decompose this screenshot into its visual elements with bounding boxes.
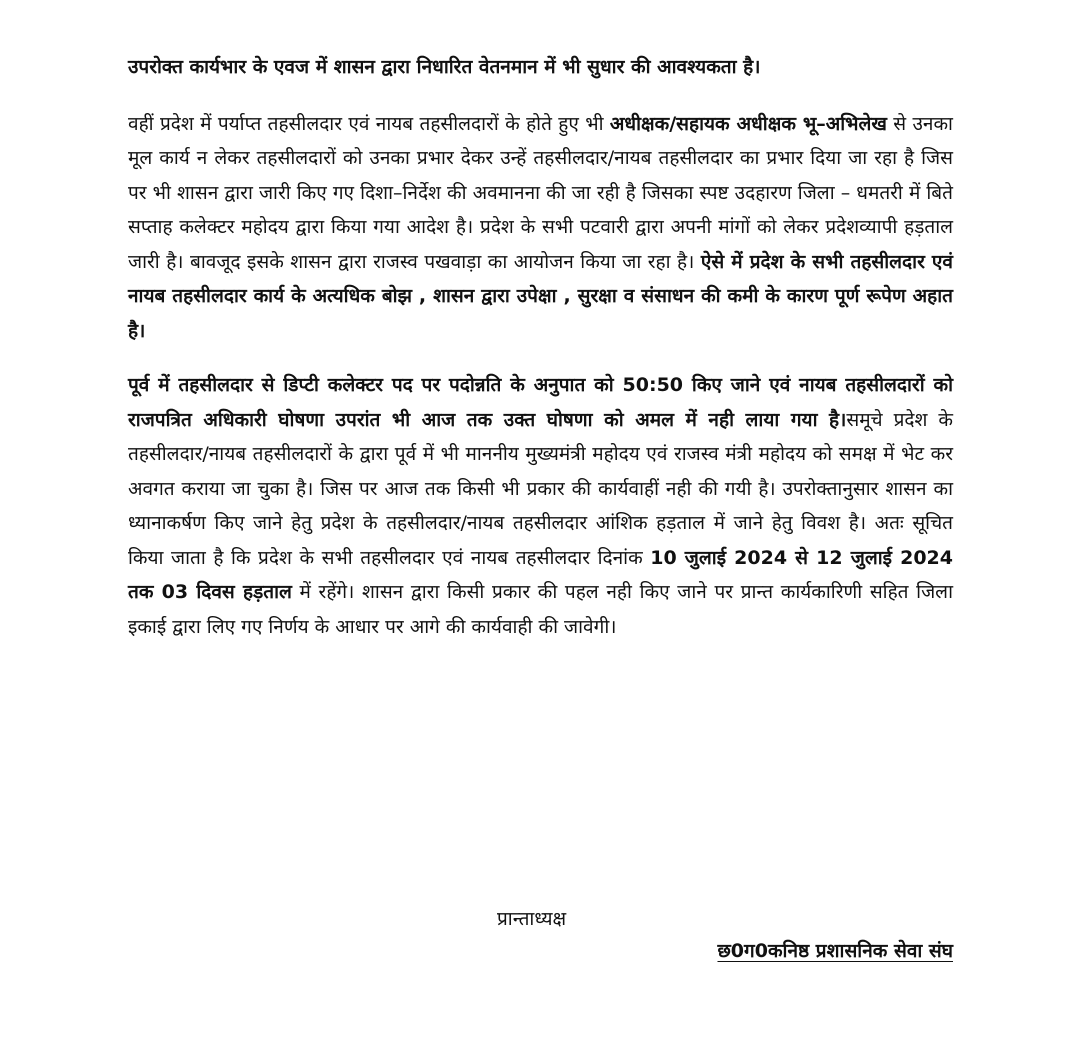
strike-dates-bold-text: 10 जुलाई 2024 से 12 जुलाई 2024 तक 03 दिवस हड़ताल	[128, 546, 953, 603]
letter-body	[128, 50, 953, 644]
strike-intro-text: समूचे प्रदेश के तहसीलदार/नायब तहसीलदारों के द्वारा पूर्व में भी माननीय मुख्यमंत्री महोदय एवं राजस्व मंत्री महोदय को समक्ष में भेट कर अवगत कराया जा चुका है। जिस पर आज तक किसी भी प्रकार की कार्यवाहीं नही की गयी है। उपरोक्तानुसार शासन का ध्यानाकर्षण किए जाने हेतु प्रदेश के तहसीलदार/नायब तहसीलदार आंशिक हड़ताल में जाने हेतु विवश है। अतः सूचित किया जाता है कि प्रदेश के सभी तहसीलदार एवं नायब तहसीलदार दिनांक	[128, 408, 953, 569]
promotion-bold-text: पूर्व में तहसीलदार से डिप्टी कलेक्टर पद पर पदोन्नति के अनुपात को 50:50 किए जाने एवं नायब तहसीलदारों को राजपत्रित अधिकारी घोषणा उपरांत भी आज तक उक्त घोषणा को अमल में नही लाया गया है।	[128, 374, 953, 431]
strike-closing-text: में रहेंगे। शासन द्वारा किसी प्रकार की पहल नही किए जाने पर प्रान्त कार्यकारिणी सहित जिला इकाई द्वारा लिए गए निर्णय के आधार पर आगे की कार्यवाही की जावेगी।	[128, 581, 953, 638]
paragraph-strike-notice	[128, 368, 953, 644]
superintendent-bold-text: अधीक्षक/सहायक अधीक्षक भू–अभिलेख	[609, 112, 887, 135]
charge-details-text: से उनका मूल कार्य न लेकर तहसीलदारों को उनका प्रभार देकर उन्हें तहसीलदार/नायब तहसीलदार का प्रभार दिया जा रहा है जिस पर भी शासन द्वारा जारी किए गए दिशा–निर्देश की अवमानना की जा रही है जिसका स्पष्ट उदहारण जिला – धमतरी में बिते सप्ताह कलेक्टर महोदय द्वारा किया गया आदेश है। प्रदेश के सभी पटवारी द्वारा अपनी मांगों को लेकर प्रदेशव्यापी हड़ताल जारी है। बावजूद इसके शासन द्वारा राजस्व पखवाड़ा का आयोजन किया जा रहा है।	[128, 112, 953, 273]
organization-name: छ0ग0कनिष्ठ प्रशासनिक सेवा संघ	[717, 940, 953, 962]
workload-bold-text: ऐसे में प्रदेश के सभी तहसीलदार एवं नायब तहसीलदार कार्य के अत्यधिक बोझ , शासन द्वारा उपेक्षा , सुरक्षा व संसाधन की कमी के कारण पूर्ण रूपेण अहात है।	[128, 250, 953, 342]
charge-intro-text: वहीं प्रदेश में पर्याप्त तहसीलदार एवं नायब तहसीलदारों के होते हुए भी	[128, 112, 610, 135]
paragraph-charge-allocation	[128, 107, 953, 349]
paragraph-salary-revision-text: उपरोक्त कार्यभार के एवज में शासन द्वारा निधारित वेतनमान में भी सुधार की आवश्यकता है।	[128, 56, 761, 78]
paragraph-salary-revision	[128, 50, 953, 85]
signatory-title: प्रान्ताध्यक्ष	[497, 908, 567, 930]
